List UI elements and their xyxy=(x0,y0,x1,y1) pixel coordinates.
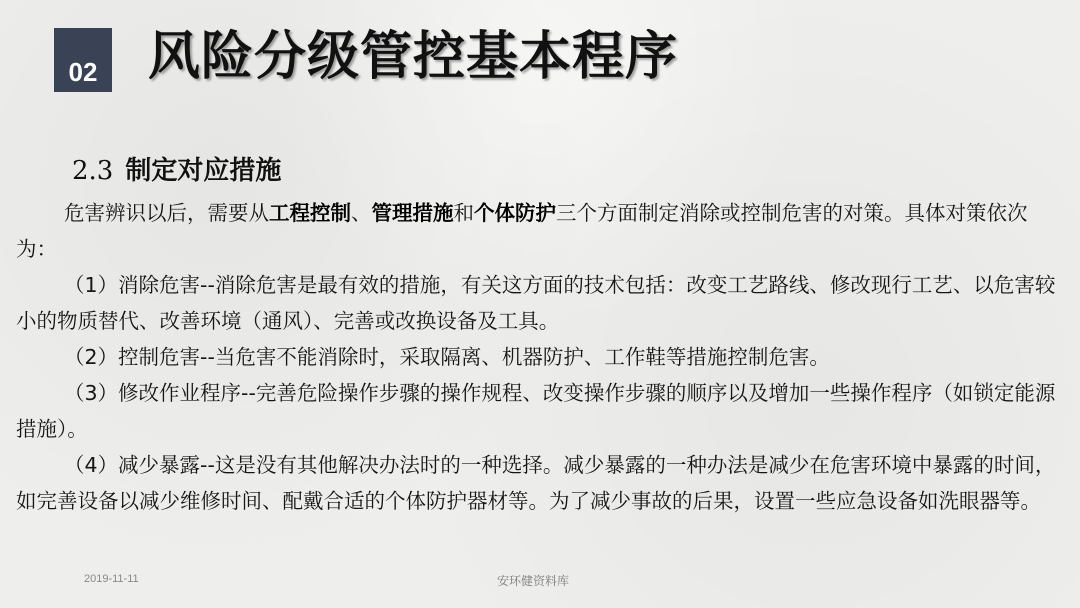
section-number-badge: 02 xyxy=(54,28,112,92)
keyword-personal-protection: 个体防护 xyxy=(474,201,556,225)
measure-item-2: （2）控制危害--当危害不能消除时，采取隔离、机器防护、工作鞋等措施控制危害。 xyxy=(64,345,830,369)
body-text xyxy=(16,195,1066,519)
measure-item-3: （3）修改作业程序--完善危险操作步骤的操作规程、改变操作步骤的顺序以及增加一些操作程序（如锁定能源措施）。 xyxy=(16,381,1056,441)
intro-text-end: 三个方面制定消除或控制危害的对策。具体对策依次为： xyxy=(16,201,1028,261)
footer-source: 安环健资料库 xyxy=(497,574,570,588)
intro-separator: 、 xyxy=(351,201,372,225)
section-title: 制定对应措施 xyxy=(125,156,282,186)
footer-date: 2019-11-11 xyxy=(84,573,139,585)
intro-text: 危害辨识以后，需要从 xyxy=(64,201,269,225)
keyword-engineering-control: 工程控制 xyxy=(269,201,351,225)
intro-conjunction: 和 xyxy=(453,201,474,225)
measure-item-4: （4）减少暴露--这是没有其他解决办法时的一种选择。减少暴露的一种办法是减少在危害环境中暴露的时间，如完善设备以减少维修时间、配戴合适的个体防护器材等。为了减少事故的后果，设置一些应急设备如洗眼器等。 xyxy=(16,453,1056,513)
intro-paragraph xyxy=(16,195,1066,267)
section-number: 2.3 xyxy=(72,156,114,186)
section-heading xyxy=(72,150,281,187)
slide-title: 风险分级管控基本程序 xyxy=(148,27,679,87)
keyword-management-measures: 管理措施 xyxy=(371,201,454,225)
measure-item-1: （1）消除危害--消除危害是最有效的措施，有关这方面的技术包括：改变工艺路线、修改现行工艺、以危害较小的物质替代、改善环境（通风）、完善或改换设备及工具。 xyxy=(16,273,1056,333)
